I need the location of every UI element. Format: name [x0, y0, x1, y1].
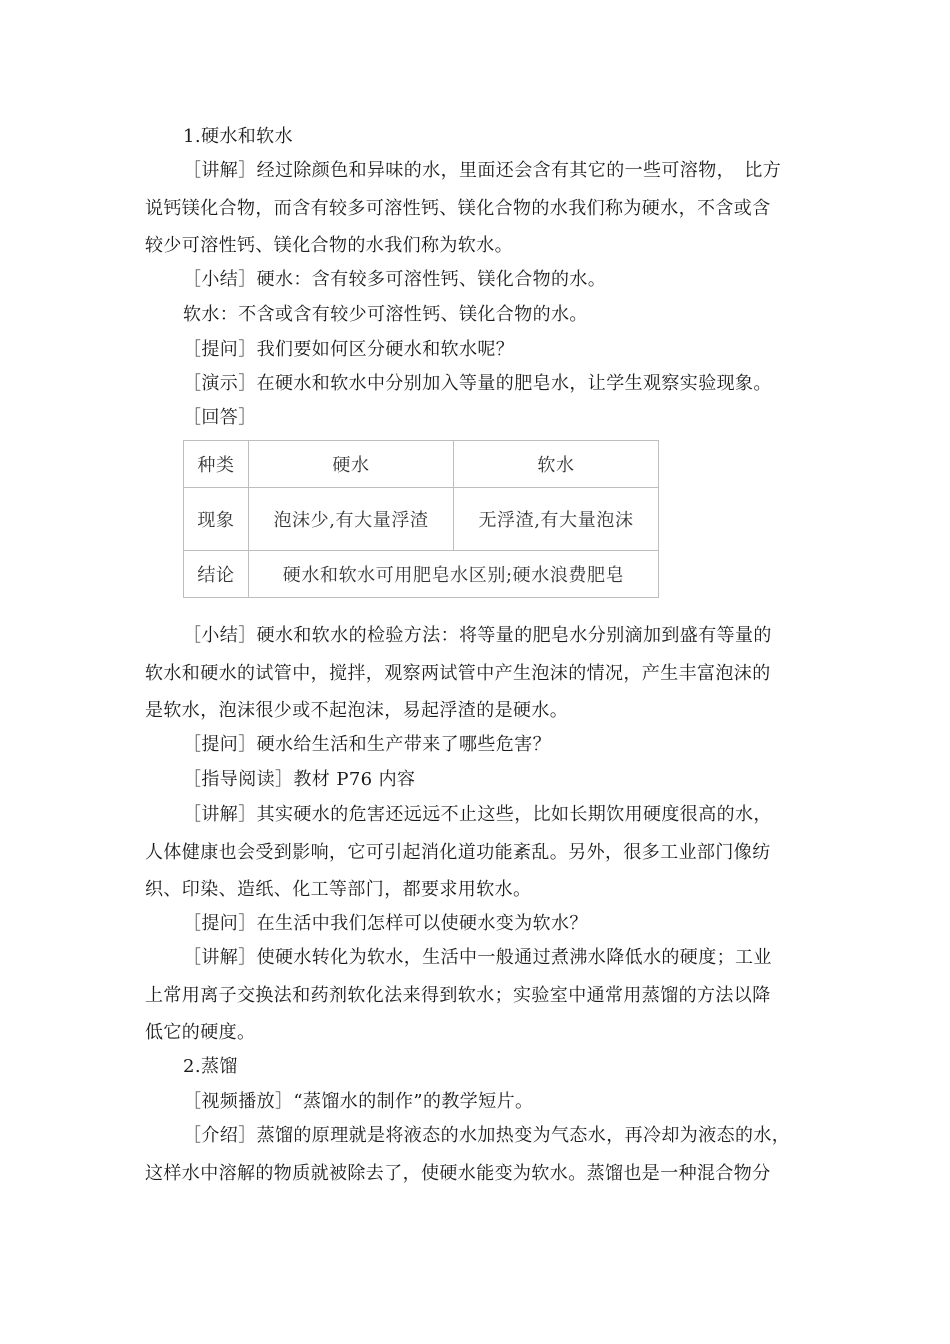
- paragraph-line: ［小结］硬水：含有较多可溶性钙、镁化合物的水。: [183, 269, 607, 290]
- table-cell: 结论: [184, 551, 249, 598]
- section-heading-hard-soft-water: 1.硬水和软水: [183, 126, 293, 147]
- paragraph-line: ［介绍］蒸馏的原理就是将液态的水加热变为气态水，再冷却为液态的水，: [183, 1125, 791, 1146]
- table-cell: 硬水: [249, 441, 454, 488]
- paragraph-line: 较少可溶性钙、镁化合物的水我们称为软水。: [145, 235, 513, 256]
- paragraph-line: ［讲解］使硬水转化为软水，生活中一般通过煮沸水降低水的硬度；工业: [183, 947, 772, 968]
- paragraph-line: 说钙镁化合物，而含有较多可溶性钙、镁化合物的水我们称为硬水，不含或含: [145, 198, 771, 219]
- table-row: [184, 441, 659, 488]
- table-cell: 泡沫少,有大量浮渣: [249, 488, 454, 551]
- paragraph-line: 软水和硬水的试管中，搅拌，观察两试管中产生泡沫的情况，产生丰富泡沫的: [145, 663, 771, 684]
- paragraph-line: ［提问］硬水给生活和生产带来了哪些危害？: [183, 734, 551, 755]
- table-row: [184, 551, 659, 598]
- table-cell: 无浮渣,有大量泡沫: [454, 488, 659, 551]
- table-cell: 现象: [184, 488, 249, 551]
- paragraph-line: ［视频播放］“蒸馏水的制作”的教学短片。: [183, 1091, 534, 1112]
- paragraph-line: ［讲解］经过除颜色和异味的水，里面还会含有其它的一些可溶物， 比方: [183, 160, 782, 181]
- table-cell: 软水: [454, 441, 659, 488]
- paragraph-line: ［讲解］其实硬水的危害还远远不止这些，比如长期饮用硬度很高的水，: [183, 804, 772, 825]
- paragraph-line: 织、印染、造纸、化工等部门，都要求用软水。: [145, 879, 532, 900]
- comparison-table: [183, 440, 659, 598]
- paragraph-line: 是软水，泡沫很少或不起泡沫，易起浮渣的是硬水。: [145, 700, 569, 721]
- table-row: [184, 488, 659, 551]
- paragraph-line: 软水：不含或含有较少可溶性钙、镁化合物的水。: [183, 304, 588, 325]
- paragraph-line: 这样水中溶解的物质就被除去了，使硬水能变为软水。蒸馏也是一种混合物分: [145, 1163, 771, 1184]
- section-heading-distillation: 2.蒸馏: [183, 1056, 238, 1077]
- paragraph-line: ［演示］在硬水和软水中分别加入等量的肥皂水，让学生观察实验现象。: [183, 373, 772, 394]
- paragraph-line: ［提问］我们要如何区分硬水和软水呢？: [183, 339, 515, 360]
- paragraph-line: ［提问］在生活中我们怎样可以使硬水变为软水？: [183, 913, 588, 934]
- table-cell: 硬水和软水可用肥皂水区别;硬水浪费肥皂: [249, 551, 659, 598]
- paragraph-line: ［小结］硬水和软水的检验方法：将等量的肥皂水分别滴加到盛有等量的: [183, 625, 772, 646]
- paragraph-line: 低它的硬度。: [145, 1022, 256, 1043]
- paragraph-line: 人体健康也会受到影响，它可引起消化道功能紊乱。另外，很多工业部门像纺: [145, 842, 771, 863]
- paragraph-line: ［指导阅读］教材 P76 内容: [183, 769, 416, 790]
- paragraph-line: ［回答］: [183, 407, 257, 428]
- paragraph-line: 上常用离子交换法和药剂软化法来得到软水；实验室中通常用蒸馏的方法以降: [145, 985, 771, 1006]
- table-cell: 种类: [184, 441, 249, 488]
